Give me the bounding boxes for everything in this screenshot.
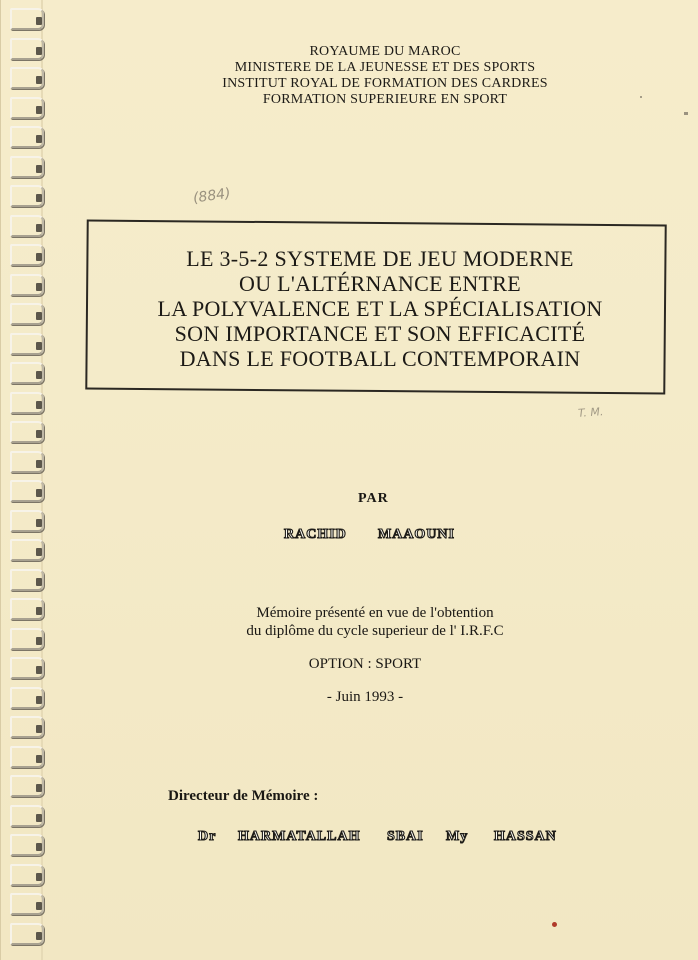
binding-hole — [36, 224, 42, 232]
binding-hole — [36, 253, 42, 261]
binding-hole — [36, 401, 42, 409]
binding-hole — [36, 106, 42, 114]
institution-header — [180, 44, 590, 108]
paper-speck — [640, 96, 642, 98]
submission-date: - Juin 1993 - — [326, 689, 404, 705]
header-line-institute: INSTITUT ROYAL DE FORMATION DES CARDRES — [222, 76, 548, 91]
author-first-name: RACHID — [284, 527, 347, 542]
ink-mark — [552, 922, 557, 927]
title-line-5: DANS LE FOOTBALL CONTEMPORAIN — [179, 346, 581, 371]
memoire-line-2: du diplôme du cycle superieur de l' I.R.F.C — [246, 623, 504, 639]
header-line-formation: FORMATION SUPERIEURE EN SPORT — [262, 92, 508, 107]
binding-hole — [36, 784, 42, 792]
binding-hole — [36, 460, 42, 468]
director-title: Dr — [198, 829, 217, 844]
page-edge — [41, 0, 698, 960]
binding-hole — [36, 637, 42, 645]
director-name-part-1: HARMATALLAH — [238, 829, 361, 844]
binding-hole — [36, 932, 42, 940]
binding-hole — [36, 165, 42, 173]
header-line-kingdom: ROYAUME DU MAROC — [309, 44, 461, 59]
binding-hole — [36, 548, 42, 556]
binding-hole — [36, 814, 42, 822]
title-line-2: OU L'ALTÉRNANCE ENTRE — [239, 271, 521, 296]
director-name-part-2: SBAI — [387, 829, 424, 844]
memoire-purpose — [210, 604, 540, 640]
binding-hole — [36, 76, 42, 84]
binding-hole — [36, 578, 42, 586]
binding-hole — [36, 607, 42, 615]
header-line-ministry: MINISTERE DE LA JEUNESSE ET DES SPORTS — [234, 60, 536, 75]
binding-hole — [36, 696, 42, 704]
binding-hole — [36, 17, 42, 25]
paper-speck — [684, 112, 688, 115]
binding-hole — [36, 312, 42, 320]
thesis-title — [100, 246, 660, 371]
by-label: PAR — [358, 491, 389, 506]
binding-hole — [36, 755, 42, 763]
handwritten-note-number: (884) — [192, 185, 232, 207]
binding-hole — [36, 194, 42, 202]
binding-hole — [36, 519, 42, 527]
title-line-4: SON IMPORTANCE ET SON EFFICACITÉ — [174, 321, 586, 346]
handwritten-note-initials: T. M. — [577, 405, 604, 420]
binding-hole — [36, 873, 42, 881]
binding-hole — [36, 371, 42, 379]
title-line-1: LE 3-5-2 SYSTEME DE JEU MODERNE — [186, 246, 574, 271]
director-name-part-3: My — [446, 829, 469, 844]
option-label: OPTION : SPORT — [308, 656, 422, 672]
memoire-line-1: Mémoire présenté en vue de l'obtention — [256, 605, 494, 621]
binding-hole — [36, 725, 42, 733]
director-name-part-4: HASSAN — [494, 829, 557, 844]
binding-hole — [36, 902, 42, 910]
spiral-binding — [0, 0, 48, 960]
author-last-name: MAAOUNI — [378, 527, 455, 542]
binding-hole — [36, 47, 42, 55]
binding-hole — [36, 135, 42, 143]
director-label: Directeur de Mémoire : — [168, 788, 319, 804]
binding-hole — [36, 283, 42, 291]
binding-hole — [36, 430, 42, 438]
binding-hole — [36, 666, 42, 674]
binding-hole — [36, 489, 42, 497]
binding-hole — [36, 843, 42, 851]
title-line-3: LA POLYVALENCE ET LA SPÉCIALISATION — [157, 296, 603, 321]
binding-hole — [36, 342, 42, 350]
